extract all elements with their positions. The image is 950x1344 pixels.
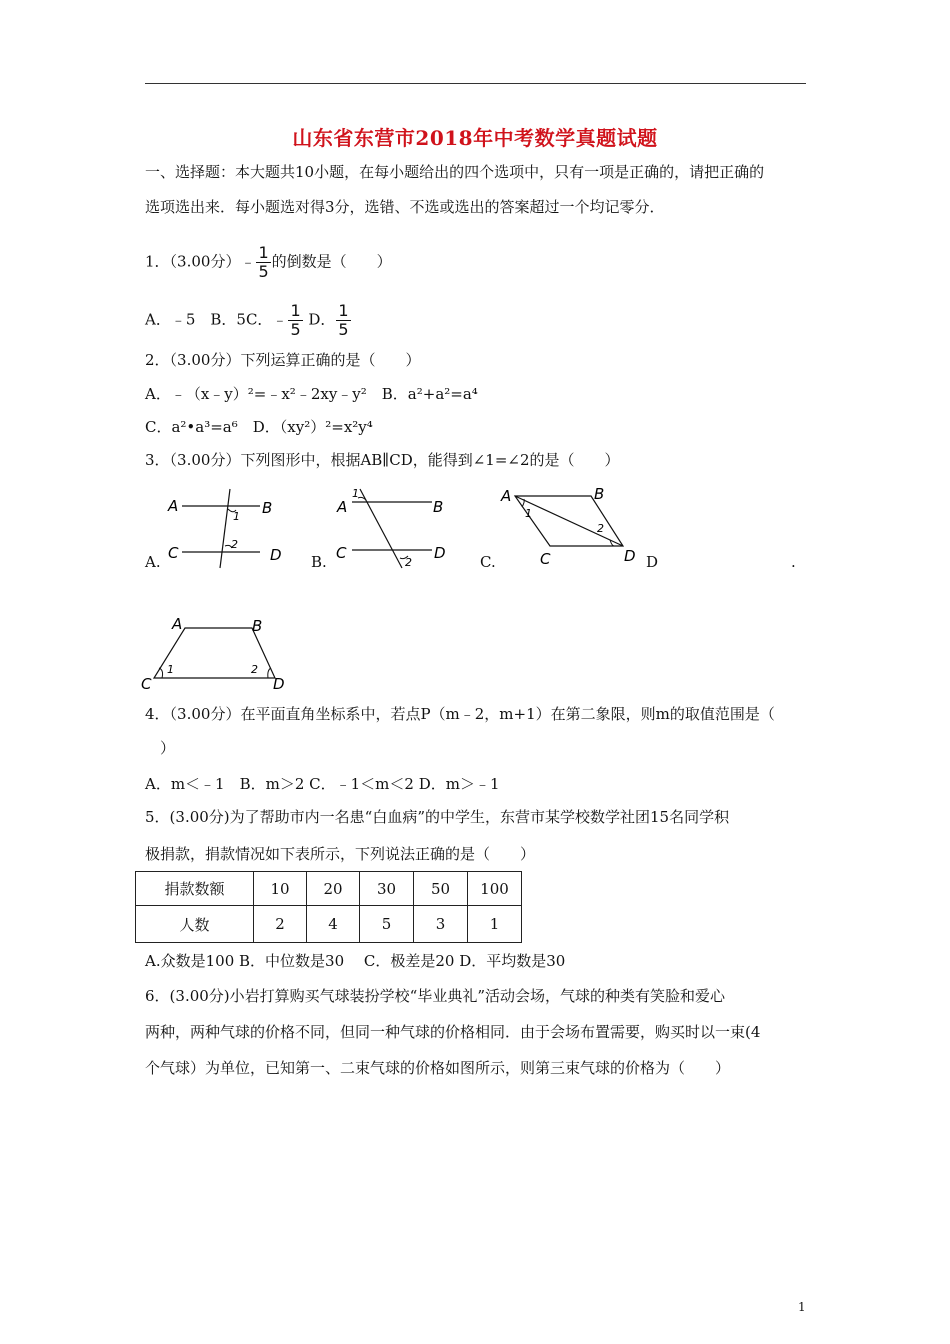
figD-label-2: 2 [251, 663, 258, 676]
table-cell: 1 [468, 906, 522, 943]
question-1-stem [145, 244, 392, 281]
figC-label-1: 1 [525, 507, 532, 520]
figD-label-D: D [273, 675, 285, 693]
figD-label-C: C [141, 675, 152, 693]
question-4-line2: ） [145, 739, 176, 757]
q3-option-b-label: B. [311, 553, 327, 571]
q1d-frac-num: 1 [338, 301, 349, 320]
table-cell: 人数 [136, 906, 254, 943]
table-cell: 10 [254, 872, 307, 906]
question-5-line2: 极捐款，捐款情况如下表所示，下列说法正确的是（ ） [145, 845, 536, 863]
question-2-options-cd: C．a²•a³=a⁶ D．（xy²）²=x²y⁴ [145, 418, 373, 436]
figD-label-1: 1 [167, 663, 174, 676]
question-1-options [145, 302, 352, 339]
q1c-frac-num: 1 [290, 301, 301, 320]
figD-label-A: A [172, 615, 183, 633]
figB-label-2: 2 [405, 556, 412, 569]
q3-option-d-label: D [646, 553, 659, 571]
question-6-line2: 两种，两种气球的价格不同，但同一种气球的价格相同．由于会场布置需要，购买时以一束(4 [145, 1023, 761, 1041]
figure-b [330, 484, 455, 574]
figure-a-drawing [160, 484, 295, 574]
page-title: 山东省东营市2018年中考数学真题试题 [292, 126, 658, 150]
q1-option-d: D． [303, 310, 336, 329]
table-cell: 50 [414, 872, 468, 906]
q3-option-c-label: C. [480, 553, 496, 571]
q1d-frac-den: 5 [338, 320, 349, 339]
figA-label-1: 1 [233, 510, 240, 523]
figure-d-drawing [140, 612, 295, 694]
section-intro-line2: 选项选出来．每小题选对得3分，选错、不选或选出的答案超过一个均记零分． [145, 198, 665, 216]
question-2-options-ab: A．﹣（x﹣y）²=﹣x²﹣2xy﹣y² B．a²+a²=a⁴ [145, 385, 478, 403]
figC-label-D: D [624, 547, 636, 565]
table-cell: 20 [307, 872, 360, 906]
q1-frac-den: 5 [258, 262, 269, 281]
question-4-options: A．m＜﹣1 B．m＞2 C．﹣1＜m＜2 D．m＞﹣1 [145, 775, 500, 793]
table-row [136, 906, 522, 943]
page-number: 1 [798, 1300, 806, 1314]
table-cell: 3 [414, 906, 468, 943]
q1c-frac-den: 5 [290, 320, 301, 339]
table-cell: 捐款数额 [136, 872, 254, 906]
q1-stem-suffix: 的倒数是（ ） [271, 252, 392, 271]
figC-label-C: C [540, 550, 551, 568]
table-cell: 2 [254, 906, 307, 943]
figD-label-B: B [252, 617, 263, 635]
figB-label-D: D [434, 544, 446, 562]
header-rule [145, 83, 806, 84]
section-intro-line1: 一、选择题：本大题共10小题，在每小题给出的四个选项中，只有一项是正确的，请把正确的 [145, 163, 765, 181]
question-3-stem: 3．（3.00分）下列图形中，根据AB∥CD，能得到∠1=∠2的是（ ） [145, 451, 620, 469]
q1-frac-num: 1 [258, 243, 269, 262]
donation-table [135, 871, 522, 943]
figB-label-B: B [433, 498, 444, 516]
figC-label-B: B [594, 485, 605, 503]
figure-d [140, 612, 295, 694]
figA-label-A: A [168, 497, 179, 515]
question-2-stem: 2．（3.00分）下列运算正确的是（ ） [145, 351, 421, 369]
figure-c [498, 484, 648, 574]
figA-label-C: C [168, 544, 179, 562]
table-cell: 5 [360, 906, 414, 943]
table-cell: 30 [360, 872, 414, 906]
q1-stem-prefix: 1．（3.00分）﹣ [145, 252, 256, 271]
q1-option-c-fraction [288, 302, 302, 339]
table-row [136, 872, 522, 906]
figB-label-A: A [337, 498, 348, 516]
figC-label-2: 2 [597, 522, 604, 535]
figB-label-1: 1 [352, 487, 359, 500]
figure-b-drawing [330, 484, 455, 574]
figB-label-C: C [336, 544, 347, 562]
figA-label-B: B [262, 499, 273, 517]
figure-c-drawing [498, 484, 648, 574]
question-5-options: A.众数是100 B．中位数是30 C．极差是20 D．平均数是30 [145, 952, 566, 970]
figA-label-D: D [270, 546, 282, 564]
question-4-line1: 4．（3.00分）在平面直角坐标系中，若点P（m﹣2，m+1）在第二象限，则m的取值范围是（ [145, 705, 775, 723]
q1-option-ab: A．﹣5 B．5 [145, 310, 246, 329]
q1-option-d-fraction [336, 302, 350, 339]
question-6-line1: 6．(3.00分)小岩打算购买气球装扮学校“毕业典礼”活动会场，气球的种类有笑脸和爱心 [145, 987, 725, 1005]
q3-option-a-label: A. [145, 553, 161, 571]
question-5-line1: 5．(3.00分)为了帮助市内一名患“白血病”的中学生，东营市某学校数学社团15名同学积 [145, 808, 730, 826]
q3-option-d-dot: . [791, 553, 796, 571]
figure-a [160, 484, 295, 574]
q1-option-c: C．﹣ [245, 310, 288, 329]
figC-label-A: A [501, 487, 512, 505]
q1-fraction [256, 244, 270, 281]
question-6-line3: 个气球）为单位，已知第一、二束气球的价格如图所示，则第三束气球的价格为（ ） [145, 1059, 731, 1077]
figA-label-2: 2 [231, 538, 238, 551]
table-cell: 100 [468, 872, 522, 906]
table-cell: 4 [307, 906, 360, 943]
